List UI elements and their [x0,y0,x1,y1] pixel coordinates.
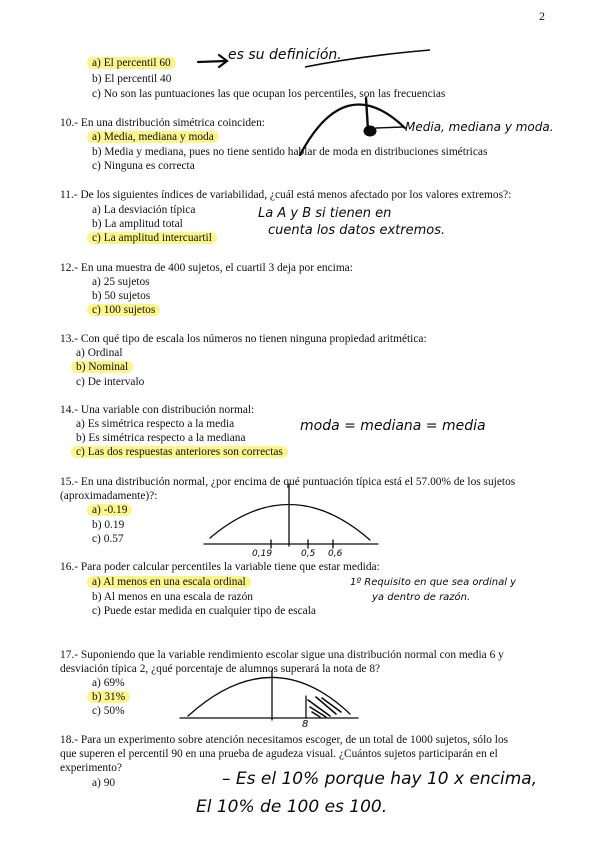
q16-handwritten-note-line2: ya dentro de razón. [372,592,471,603]
q11-option-c: c) La amplitud intercuartil [92,231,217,245]
q16-option-a: a) Al menos en una escala ordinal [92,575,251,589]
q9-handwritten-note: es su definición. [228,47,342,63]
q14-option-c: c) Las dos respuestas anteriores son correctas [76,445,288,459]
q14-option-b: b) Es simétrica respecto a la mediana [76,432,246,444]
q12-stem: 12.- En una muestra de 400 sujetos, el cuartil 3 deja por encima: [60,262,353,274]
q13-stem: 13.- Con qué tipo de escala los números no tienen ninguna propiedad aritmética: [60,333,427,345]
q9-option-b: b) El percentil 40 [92,73,172,85]
page-number: 2 [539,9,545,23]
q14-stem: 14.- Una variable con distribución normal: [60,404,255,416]
normal-curve-sketch-q15 [204,484,378,548]
q15-stem-line2: (aproximadamente)?: [60,490,158,502]
q11-handwritten-note-line2: cuenta los datos extremos. [268,223,446,238]
q15-stem-line1: 15.- En una distribución normal, ¿por encima de qué puntuación típica está el 57.00% de los sujetos [60,476,516,488]
q13-option-b: b) Nominal [76,360,133,374]
q18-stem-line1: 18.- Para un experimento sobre atención necesitamos escoger, de un total de 1000 sujetos, sólo los [60,734,509,746]
q15-option-c: c) 0.57 [92,533,124,545]
q16-stem: 16.- Para poder calcular percentiles la variable tiene que estar medida: [60,561,380,573]
q10-option-b: b) Media y mediana, pues no tiene sentido hablar de moda en distribuciones simétricas [92,146,488,158]
q18-stem-line2: que superen el percentil 90 en una prueba de agudeza visual. ¿Cuántos sujetos participarán en el [60,748,498,760]
q18-stem-line3: experimento? [60,762,122,774]
q16-option-b: b) Al menos en una escala de razón [92,591,253,603]
q17-stem-line2: desviación típica 2, ¿qué porcentaje de alumnos superará la nota de 8? [60,663,381,675]
q15-sketch-label-2: 0,5 [301,549,316,559]
q9-option-a: a) El percentil 60 [92,56,176,70]
normal-curve-sketch-q17 [180,670,358,720]
q14-handwritten-note: moda = mediana = media [300,418,486,434]
q17-option-c: c) 50% [92,705,125,717]
q17-option-a: a) 69% [92,677,125,689]
q17-option-b: b) 31% [92,690,130,704]
q12-option-c: c) 100 sujetos [92,303,160,317]
q15-sketch-label-1: 0,19 [252,549,273,559]
q15-sketch-label-3: 0,6 [328,549,343,559]
underline-stroke [305,50,430,67]
symmetric-distribution-sketch [300,98,405,155]
q12-option-b: b) 50 sujetos [92,290,151,302]
q15-option-a: a) -0.19 [92,503,132,517]
q18-handwritten-note-line2: El 10% de 100 es 100. [196,797,388,817]
q13-option-c: c) De intervalo [76,376,145,388]
q10-handwritten-note: Media, mediana y moda. [405,120,554,134]
q15-option-b: b) 0.19 [92,519,125,531]
q14-option-a: a) Es simétrica respecto a la media [76,418,235,430]
q9-option-c: c) No son las puntuaciones las que ocupan los percentiles, son las frecuencias [92,88,446,100]
q13-option-a: a) Ordinal [76,347,123,359]
q10-option-c: c) Ninguna es correcta [92,160,195,172]
q18-option-a: a) 90 [92,777,116,789]
q18-handwritten-note-line1: – Es el 10% porque hay 10 x encima, [222,769,538,789]
q11-option-b: b) La amplitud total [92,218,183,230]
q11-option-a: a) La desviación típica [92,204,196,216]
q11-handwritten-note-line1: La A y B si tienen en [258,206,392,221]
arrow-icon [198,55,227,67]
q17-sketch-label: 8 [302,719,309,730]
q16-handwritten-note-line1: 1º Requisito en que sea ordinal y [350,577,517,588]
q16-option-c: c) Puede estar medida en cualquier tipo de escala [92,605,316,617]
q11-stem: 11.- De los siguientes índices de variabilidad, ¿cuál está menos afectado por los valores extremos?: [60,189,512,201]
q12-option-a: a) 25 sujetos [92,276,150,288]
q10-option-a: a) Media, mediana y moda [92,130,219,144]
q10-stem: 10.- En una distribución simétrica coinciden: [60,117,265,129]
q17-stem-line1: 17.- Suponiendo que la variable rendimiento escolar sigue una distribución normal con media 6 y [60,649,504,661]
